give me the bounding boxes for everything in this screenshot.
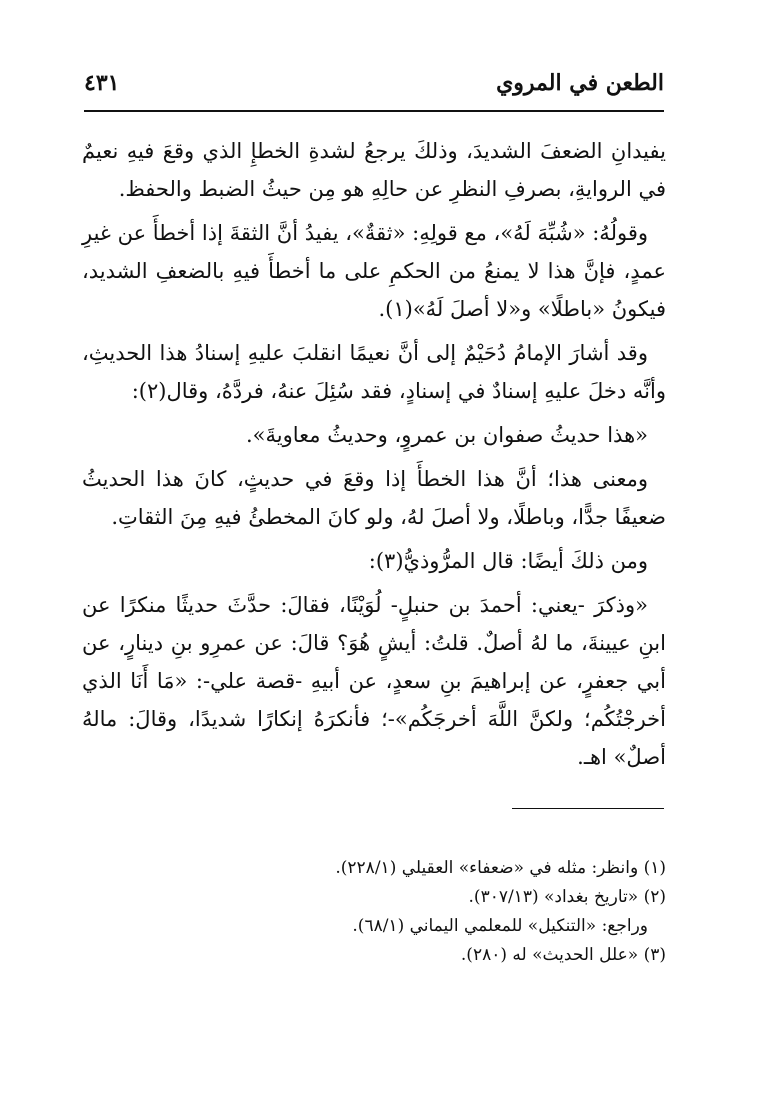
footnote-rule	[512, 808, 664, 809]
footnote-2: (٢) «تاريخ بغداد» (٣٠٧/١٣).	[468, 887, 666, 907]
quote-1: «هذا حديثُ صفوان بن عمروٍ، وحديثُ معاويةَ».	[245, 423, 648, 447]
running-title: الطعن في المروي	[496, 70, 664, 96]
paragraph-3: وقد أشارَ الإمامُ دُحَيْمٌ إلى أنَّ نعيمًا انقلبَ عليهِ إسنادُ هذا الحديثِ، وأنَّه دخلَ عليهِ إسنادٌ في إسنادٍ، فقد سُئِلَ عنهُ، فردَّهُ، وقال(٢):	[82, 341, 666, 403]
footnote-3: (٣) «علل الحديث» له (٢٨٠).	[460, 945, 666, 965]
header-rule	[84, 110, 664, 112]
paragraph-4: ومعنى هذا؛ أنَّ هذا الخطأَ إذا وقعَ في حديثٍ، كانَ هذا الحديثُ ضعيفًا جدًّا، وباطلًا، ولا أصلَ لهُ، ولو كانَ المخطئُ فيهِ مِنَ الثقاتِ.	[82, 467, 666, 529]
paragraph-1: يفيدانِ الضعفَ الشديدَ، وذلكَ يرجعُ لشدةِ الخطإِ الذي وقعَ فيهِ نعيمٌ في الروايةِ، بصرفِ النظرِ عن حالِهِ هو مِن حيثُ الضبط والحفظ.	[82, 139, 666, 201]
footnote-2-continuation: وراجع: «التنكيل» للمعلمي اليماني (٦٨/١).	[352, 916, 648, 936]
footnotes	[82, 854, 666, 970]
paragraph-5: ومن ذلكَ أيضًا: قال المرُّوذيُّ(٣):	[368, 549, 648, 573]
main-text	[82, 132, 666, 782]
footnote-1: (١) وانظر: مثله في «ضعفاء» العقيلي (٢٢٨/١).	[335, 858, 666, 878]
page-header	[84, 62, 664, 106]
quote-2: «وذكرَ -يعني: أحمدَ بن حنبلٍ- لُوَيْنًا، فقالَ: حدَّثَ حديثًا منكرًا عن ابنِ عيينةَ، ما لهُ أصلٌ. قلتُ: أيشٍ هُوَ؟ قالَ: عن عمرِو بنِ دينارٍ، عن أبي جعفرٍ، عن إبراهيمَ بنِ سعدٍ، عن أبيهِ -قصة علي-: «مَا أَنَا الذي أخرجْتُكُم؛ ولكنَّ اللَّهَ أخرجَكُم»-؛ فأنكرَهُ إنكارًا شديدًا، وقالَ: مالهُ أصلٌ» اهـ.	[82, 593, 666, 769]
page-number: ٤٣١	[84, 70, 120, 96]
paragraph-2: وقولُهُ: «شُبِّهَ لَهُ»، مع قولِهِ: «ثقةٌ»، يفيدُ أنَّ الثقةَ إذا أخطأَ عن غيرِ عمدٍ، فإنَّ هذا لا يمنعُ من الحكمِ على ما أخطأَ فيهِ بالضعفِ الشديد، فيكونُ «باطلًا» و«لا أصلَ لَهُ»(١).	[82, 221, 666, 321]
